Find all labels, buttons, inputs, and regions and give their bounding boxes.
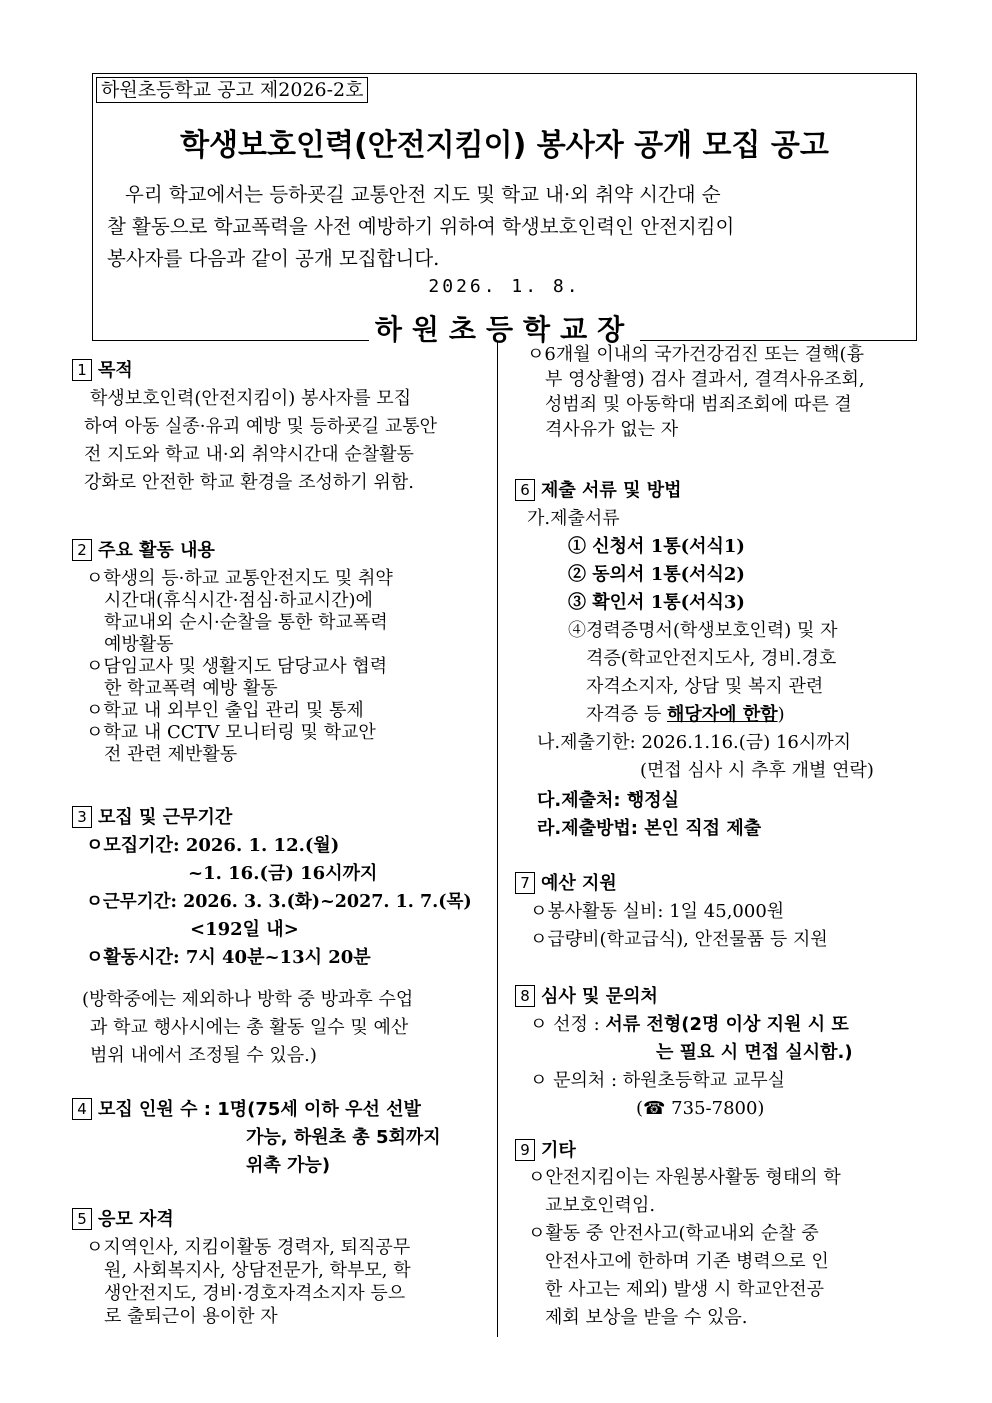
contact-line: ㅇ 문의처 : 하원초등학교 교무실: [530, 1070, 785, 1091]
contact-phone: (☎ 735-7800): [636, 1098, 765, 1119]
selection-line: [530, 1012, 849, 1038]
principal-name: 하원초등학교장: [369, 313, 640, 346]
document-item: [586, 702, 785, 728]
section-6-heading: [515, 478, 682, 504]
intro-line-3: 봉사자를 다음과 같이 공개 모집합니다.: [107, 247, 440, 270]
activity-line: 예방활동: [104, 634, 174, 655]
other-line: ㅇ활동 중 안전사고(학교내외 순찰 중: [528, 1223, 819, 1244]
recruit-count-line: 위촉 가능): [246, 1155, 331, 1176]
page-title: 학생보호인력(안전지킴이) 봉사자 공개 모집 공고: [180, 128, 829, 163]
submission-deadline-note: (면접 심사 시 추후 개별 연락): [640, 760, 874, 781]
work-days: <192일 내>: [190, 919, 299, 940]
qualification-line: 성범죄 및 아동학대 범죄조회에 따른 결: [545, 394, 852, 415]
section-title: 목적: [98, 360, 133, 381]
section-number: 3: [72, 806, 92, 828]
activity-line: 전 관련 제반활동: [104, 744, 238, 765]
section-title: 모집 인원 수 : 1명(75세 이하 우선 선발: [98, 1099, 421, 1120]
section-title: 기타: [541, 1140, 576, 1161]
budget-line: ㅇ봉사활동 실비: 1일 45,000원: [530, 901, 785, 922]
schedule-note: (방학중에는 제외하나 방학 중 방과후 수업: [82, 989, 414, 1010]
intro-line-1: 우리 학교에서는 등하굣길 교통안전 지도 및 학교 내·외 취약 시간대 순: [125, 183, 721, 206]
qualification-line: ㅇ6개월 이내의 국가건강검진 또는 결핵(흉: [527, 344, 864, 365]
other-line: 교보호인력임.: [545, 1195, 656, 1216]
submission-place: 다.제출처: 행정실: [537, 790, 680, 811]
section-number: 6: [515, 479, 535, 501]
activity-line: ㅇ담임교사 및 생활지도 담당교사 협력: [86, 656, 388, 677]
budget-line: ㅇ급량비(학교급식), 안전물품 등 지원: [530, 929, 828, 950]
activity-line: ㅇ학교 내 외부인 출입 관리 및 통제: [86, 700, 364, 721]
document-item: ② 동의서 1통(서식2): [568, 564, 745, 585]
qualification-line: 로 출퇴근이 용이한 자: [104, 1306, 278, 1327]
document-item: 격증(학교안전지도사, 경비.경호: [586, 648, 837, 669]
section-9-heading: [515, 1138, 576, 1164]
other-line: 안전사고에 한하며 기존 병력으로 인: [545, 1251, 829, 1272]
purpose-line: 전 지도와 학교 내·외 취약시간대 순찰활동: [84, 444, 414, 465]
submission-deadline: 나.제출기한: 2026.1.16.(금) 16시까지: [537, 732, 851, 753]
other-line: 제회 보상을 받을 수 있음.: [545, 1307, 748, 1328]
section-8-heading: [515, 984, 658, 1010]
schedule-note: 과 학교 행사시에는 총 활동 일수 및 예산: [90, 1017, 409, 1038]
recruit-period: ㅇ모집기간: 2026. 1. 12.(월): [86, 835, 340, 856]
section-number: 9: [515, 1139, 535, 1161]
qualification-line: 생안전지도, 경비·경호자격소지자 등으: [104, 1283, 406, 1304]
section-title: 모집 및 근무기간: [98, 807, 233, 828]
other-line: ㅇ안전지킴이는 자원봉사활동 형태의 학: [528, 1167, 841, 1188]
section-title: 응모 자격: [98, 1209, 174, 1230]
section-title: 예산 지원: [541, 873, 617, 894]
schedule-note: 범위 내에서 조정될 수 있음.): [90, 1045, 317, 1066]
section-title: 주요 활동 내용: [98, 540, 215, 561]
doc-emphasis: 해당자에 한함: [667, 704, 778, 725]
selection-value-cont: 는 필요 시 면접 실시함.): [656, 1042, 853, 1063]
section-number: 8: [515, 985, 535, 1007]
intro-line-2: 찰 활동으로 학교폭력을 사전 예방하기 위하여 학생보호인력인 안전지킴이: [107, 215, 735, 238]
recruit-period-end: ~1. 16.(금) 16시까지: [188, 863, 378, 884]
notice-header-box: [92, 73, 917, 346]
qualification-line: 부 영상촬영) 검사 결과서, 결격사유조회,: [545, 369, 865, 390]
activity-line: 한 학교폭력 예방 활동: [104, 678, 278, 699]
activity-line: 시간대(휴식시간·점심·하교시간)에: [104, 590, 373, 611]
section-3-heading: [72, 805, 232, 831]
section-2-heading: [72, 538, 215, 564]
section-title: 심사 및 문의처: [541, 986, 658, 1007]
section-number: 4: [72, 1098, 92, 1120]
other-line: 한 사고는 제외) 발생 시 학교안전공: [545, 1279, 825, 1300]
selection-label: ㅇ 선정 :: [530, 1014, 606, 1035]
purpose-line: 학생보호인력(안전지킴이) 봉사자를 모집: [90, 388, 412, 409]
phone-icon: ☎: [643, 1098, 666, 1119]
qualification-line: 격사유가 없는 자: [545, 419, 679, 440]
selection-value: 서류 전형(2명 이상 지원 시 또: [605, 1014, 849, 1035]
notice-number: 하원초등학교 공고 제2026-2호: [96, 77, 368, 103]
document-item: ① 신청서 1통(서식1): [568, 536, 745, 557]
activity-line: ㅇ학생의 등·하교 교통안전지도 및 취약: [86, 568, 393, 589]
section-5-heading: [72, 1207, 174, 1233]
section-number: 2: [72, 539, 92, 561]
document-item: ③ 확인서 1통(서식3): [568, 592, 745, 613]
qualification-line: ㅇ지역인사, 지킴이활동 경력자, 퇴직공무: [86, 1237, 411, 1258]
recruit-count-line: 가능, 하원초 총 5회까지: [246, 1127, 441, 1148]
documents-subheading: 가.제출서류: [527, 508, 620, 529]
section-7-heading: [515, 871, 617, 897]
activity-line: ㅇ학교 내 CCTV 모니터링 및 학교안: [86, 722, 376, 743]
section-4-heading: [72, 1097, 421, 1123]
section-number: 1: [72, 359, 92, 381]
section-number: 5: [72, 1208, 92, 1230]
purpose-line: 강화로 안전한 학교 환경을 조성하기 위함.: [84, 472, 414, 493]
section-number: 7: [515, 872, 535, 894]
doc-text: 자격증 등: [586, 704, 667, 725]
qualification-line: 원, 사회복지사, 상담전문가, 학부모, 학: [104, 1260, 411, 1281]
purpose-line: 하여 아동 실종·유괴 예방 및 등하굣길 교통안: [84, 416, 438, 437]
work-period: ㅇ근무기간: 2026. 3. 3.(화)~2027. 1. 7.(목): [86, 892, 472, 912]
phone-number: 735-7800): [665, 1098, 765, 1119]
document-item: ④경력증명서(학생보호인력) 및 자: [568, 620, 838, 641]
activity-line: 학교내외 순시·순찰을 통한 학교폭력: [104, 612, 388, 633]
section-1-heading: [72, 358, 133, 384]
notice-date: 2026. 1. 8.: [428, 276, 581, 297]
column-divider: [497, 341, 498, 1337]
submission-method: 라.제출방법: 본인 직접 제출: [537, 818, 762, 839]
activity-hours: ㅇ활동시간: 7시 40분~13시 20분: [86, 947, 371, 968]
doc-text: ): [777, 704, 785, 725]
section-title: 제출 서류 및 방법: [541, 480, 682, 501]
document-item: 자격소지자, 상담 및 복지 관련: [586, 676, 824, 697]
